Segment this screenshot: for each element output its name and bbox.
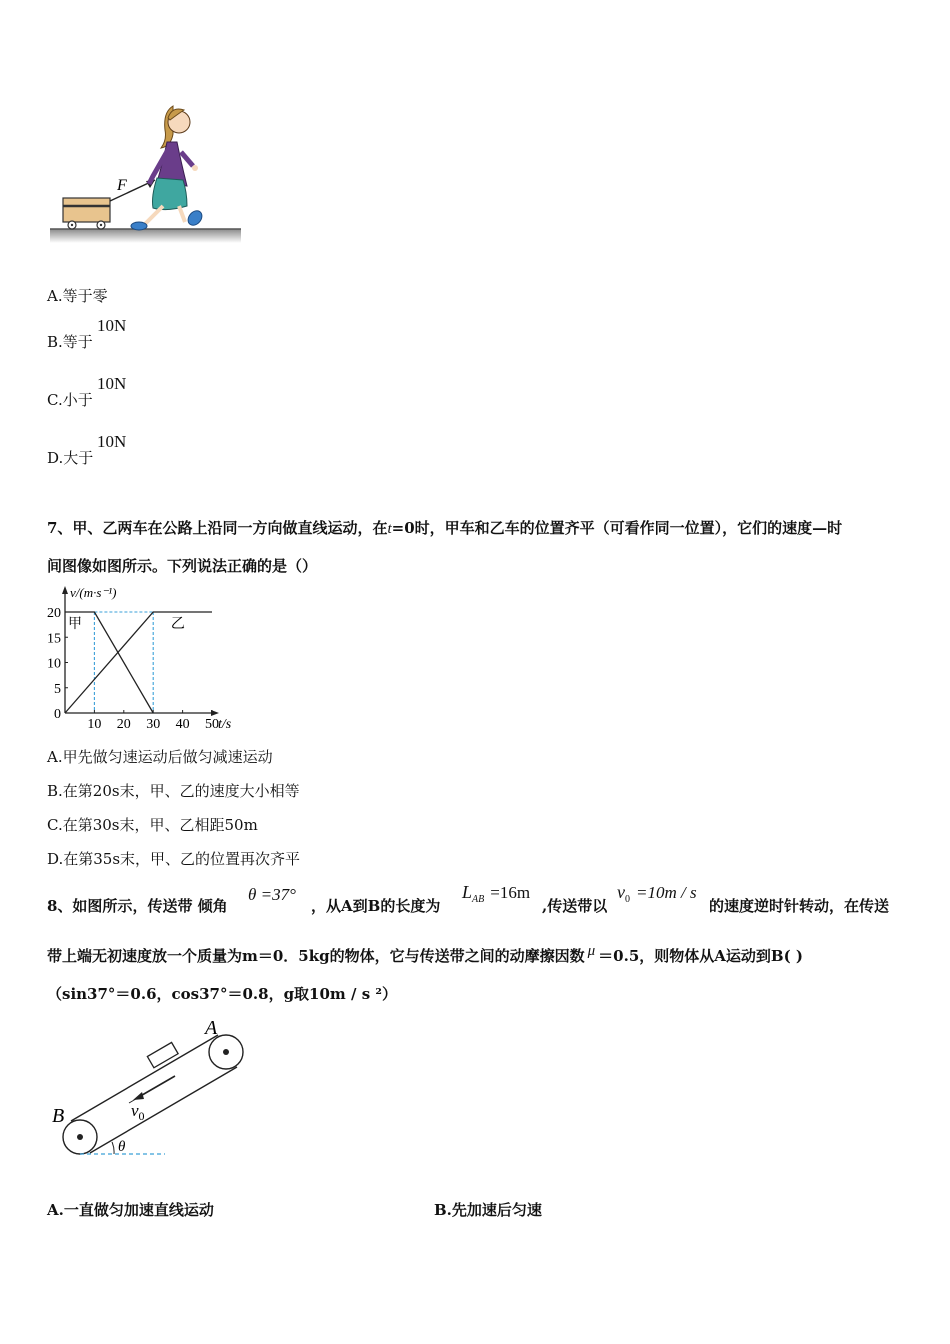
option-letter: A. xyxy=(47,1201,64,1219)
q8-stem-p3: ,传送带以 xyxy=(542,897,608,915)
velocity-time-chart xyxy=(40,580,240,735)
q6-option-b-value: 10N xyxy=(97,316,127,335)
y-tick-label: 10 xyxy=(47,656,61,672)
q8-stem-p1: 8、如图所示，传送带 倾角 xyxy=(47,897,228,915)
q8-speed-expr: $v_0 =10m / s$ xyxy=(617,882,697,905)
x-tick-label: 10 xyxy=(87,717,102,732)
option-letter: A. xyxy=(47,287,63,305)
q8-stem-p2: ，从A到B的长度为 xyxy=(311,897,441,915)
q8-option-b[interactable] xyxy=(434,1199,542,1220)
q7-option-a[interactable] xyxy=(47,746,273,767)
option-text: 在第30s末，甲、乙相距50m xyxy=(62,816,258,834)
q7-stem-line1: 7、甲、乙两车在公路上沿同一方向做直线运动，在t=0时，甲车和乙车的位置齐平（可看作同一位置），它们的速度—时 xyxy=(47,519,843,537)
series-yi-label: 乙 xyxy=(170,617,185,632)
option-letter: B. xyxy=(47,333,63,351)
q8-stem-line3: （sin37°＝0.6，cos37°＝0.8，g取10m / s ²） xyxy=(47,985,397,1003)
force-label: F xyxy=(117,177,127,194)
option-text: 等于 xyxy=(62,333,93,351)
x-tick-label: 40 xyxy=(175,717,190,732)
q8-length-expr: $L_{AB} =16m$ xyxy=(462,882,531,905)
block xyxy=(147,1042,178,1067)
option-letter: C. xyxy=(47,816,63,834)
option-letter: C. xyxy=(47,391,63,409)
option-letter: B. xyxy=(47,782,63,800)
option-letter: D. xyxy=(47,449,64,467)
option-text: 在第20s末，甲、乙的速度大小相等 xyxy=(62,782,300,800)
option-letter: D. xyxy=(47,850,64,868)
q7-option-d[interactable] xyxy=(47,848,300,869)
option-text: 甲先做匀速运动后做匀减速运动 xyxy=(62,748,273,766)
q7-stem-line2: 间图像如图所示。下列说法正确的是（） xyxy=(47,557,318,575)
q6-option-d-value: 10N xyxy=(97,432,127,451)
option-letter: A. xyxy=(47,748,63,766)
q8-theta-expr: θ =37° xyxy=(248,885,296,904)
v0-label: $v_0$ xyxy=(131,1101,145,1123)
label-b: B xyxy=(52,1105,65,1127)
option-text: 小于 xyxy=(62,391,93,409)
option-letter: B. xyxy=(434,1201,452,1219)
option-text: 在第35s末，甲、乙的位置再次齐平 xyxy=(63,850,301,868)
conveyor-belt-figure xyxy=(45,1012,255,1162)
series-yi-line xyxy=(65,612,212,713)
y-tick-label: 5 xyxy=(54,681,61,697)
series-jia-label: 甲 xyxy=(67,617,82,632)
q8-stem-p4: 的速度逆时针转动，在传送 xyxy=(709,897,890,915)
theta-label: θ xyxy=(118,1139,126,1155)
option-text: 等于零 xyxy=(62,287,108,305)
x-axis-label: t/s xyxy=(218,717,232,732)
option-text: 先加速后匀速 xyxy=(451,1201,542,1219)
q8-stem-line2: 带上端无初速度放一个质量为m＝0．5kg的物体，它与传送带之间的动摩擦因数 μ ＝0.5，则物体从A运动到B( ) xyxy=(47,943,804,965)
y-tick-label: 15 xyxy=(47,631,61,647)
ground xyxy=(50,229,241,243)
q6-option-c[interactable] xyxy=(47,389,93,410)
q8-option-a[interactable] xyxy=(47,1199,214,1220)
q6-option-b[interactable] xyxy=(47,331,93,352)
x-tick-label: 30 xyxy=(146,717,161,732)
q6-option-d[interactable] xyxy=(47,447,93,468)
girl-pulling-cart-figure xyxy=(45,98,250,248)
y-tick-label: 20 xyxy=(47,606,61,621)
option-text: 大于 xyxy=(63,449,94,467)
y-tick-label: 0 xyxy=(54,707,61,722)
option-text: 一直做匀加速直线运动 xyxy=(63,1201,214,1219)
cart xyxy=(63,198,110,229)
x-tick-label: 50 xyxy=(205,717,219,732)
q7-option-c[interactable] xyxy=(47,814,258,835)
q7-option-b[interactable] xyxy=(47,780,300,801)
y-axis-arrow xyxy=(62,586,68,594)
y-axis-label: v/(m·s⁻¹) xyxy=(70,585,117,600)
q6-option-c-value: 10N xyxy=(97,374,127,393)
girl xyxy=(131,106,205,230)
label-a: A xyxy=(205,1017,218,1039)
x-tick-label: 20 xyxy=(116,717,131,732)
q6-option-a[interactable] xyxy=(47,285,108,306)
